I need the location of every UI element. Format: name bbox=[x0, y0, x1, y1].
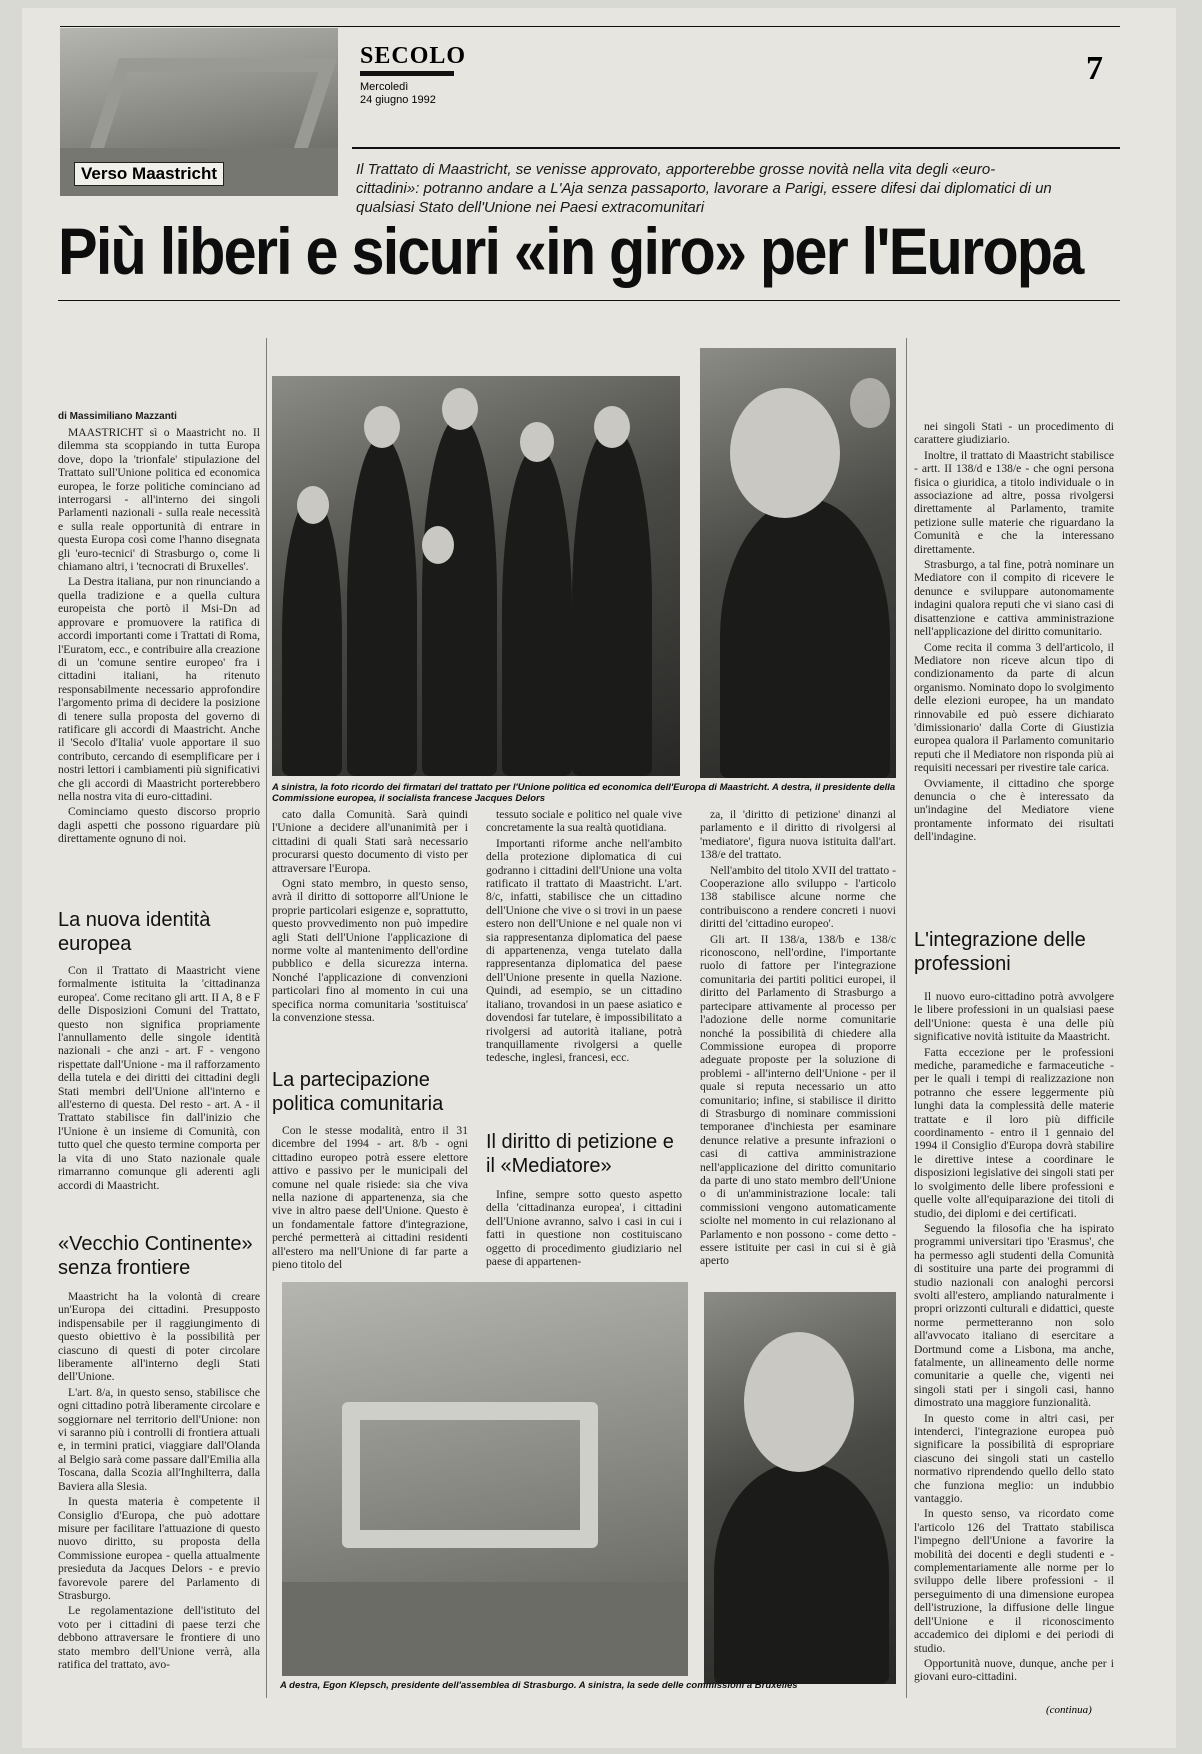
paragraph: In questo senso, va ricordato come l'articolo 126 del Trattato stabilisca l'impegno dell'Unione a favorire la mobilità dei docenti e degli studenti e - complementariamente alle norme per lo sviluppo delle libere professioni - il perseguimento di una dimensione europea dell'istruzione, la diffusione delle lingue dell'Unione e il riconoscimento accademico dei diplomi e dei periodi di studio. bbox=[914, 1507, 1114, 1655]
article-column-2 bbox=[272, 808, 468, 1027]
paragraph: Fatta eccezione per le professioni mediche, paramediche e farmaceutiche - per le quali i tempi di realizzazione non potranno che essere leggermente più lunghi data la complessità delle materie trattate e il loro più difficile coordinamento - entro il 1 gennaio del 1994 il Consiglio d'Europa dovrà stabilire le direttive intese a coordinare le disposizioni legislative dei singoli stati per lo svolgimento delle libere professioni e quelle volte all'equiparazione dei titoli di studio, dei diplomi e dei certificati. bbox=[914, 1045, 1114, 1220]
continued-marker: (continua) bbox=[1046, 1704, 1092, 1716]
paragraph: Come recita il comma 3 dell'articolo, il Mediatore non riceve alcun tipo di condizionamento da parte di alcun organismo. Nominato dopo lo svolgimento delle elezioni europee, ha un mandato rinnovabile ed può essere dichiarato 'dimissionario' dalla Corte di Giustizia europea qualora il Parlamento comunitario reputi che il Mediatore non risponda più ai requisiti necessari per rivestire tale carica. bbox=[914, 640, 1114, 775]
paragraph: Strasburgo, a tal fine, potrà nominare un Mediatore con il compito di ricevere le denunce e sviluppare autonomamente indagini qualora reputi che vi siano casi di disattenzione e cattiva amministrazione nell'applicazione del diritto comunitario. bbox=[914, 558, 1114, 639]
klepsch-portrait-photo bbox=[704, 1292, 896, 1684]
subhead-integrazione: L'integrazione delle professioni bbox=[914, 929, 1086, 975]
article-column-3 bbox=[486, 808, 682, 1067]
paragraph: Ogni stato membro, in questo senso, avrà il diritto di sottoporre all'Unione le proprie particolari esigenze e, soprattutto, questo provvedimento non può impedire agli Stati dell'Unione l'applicazione di norme volte al mantenimento dell'ordine pubblico e della sicurezza interna. Nonché l'applicazione di convenzioni particolari fino al momento in cui una specifica norma comunitaria 'sostituisca' la convenzione stessa. bbox=[272, 877, 468, 1025]
deck: Il Trattato di Maastricht, se venisse approvato, apporterebbe grosse novità nella vita degli «euro-cittadini»: potranno andare a L'Aja senza passaporto, lavorare a Parigi, essere difesi dai diplomatici di un qualsiasi Stato dell'Unione nei Paesi extracomunitari bbox=[356, 161, 1052, 216]
paragraph: Le regolamentazione dell'istituto del voto per i cittadini di paese terzi che debbono attraversare le frontiere di uno stato membro dell'Unione verrà, alla ratifica del trattato, avo- bbox=[58, 1604, 260, 1671]
masthead-bar bbox=[360, 71, 454, 76]
paragraph: za, il 'diritto di petizione' dinanzi al parlamento e il diritto di rivolgersi al 'mediatore', figura nuova istituita dall'art. 138/e del trattato. bbox=[700, 808, 896, 862]
deck-rule bbox=[352, 147, 1120, 149]
article-column-4 bbox=[700, 808, 896, 1276]
paragraph: Inoltre, il trattato di Maastricht stabilisce - artt. II 138/d e 138/e - che ogni persona fisica o giuridica, a titolo individuale o in associazione ad altre, possa rivolgersi direttamente al Parlamento, tramite petizione sulle materie che riguardano la Comunità e che la interessano direttamente. bbox=[914, 448, 1114, 556]
article-column-1 bbox=[58, 426, 260, 848]
column-rule bbox=[906, 338, 907, 1698]
paragraph: Opportunità nuove, dunque, anche per i giovani euro-cittadini. bbox=[914, 1656, 1114, 1684]
paragraph: Con le stesse modalità, entro il 31 dicembre del 1994 - art. 8/b - ogni cittadino europeo potrà essere elettore attivo e passivo per le municipali del comune nel quale risiede: sia che viva nella nazione di appartenenza, sia che vive in altro paese dell'Unione. Questo è un fondamentale fattore d'integrazione, perché permetterà ai cittadini residenti all'estero ma nell'Unione di far parte a pieno titolo del bbox=[272, 1124, 468, 1272]
article-column-5 bbox=[914, 420, 1114, 900]
top-photo-caption: A sinistra, la foto ricordo dei firmatari del trattato per l'Unione politica ed economica dell'Europa di Maastricht. A destra, il presidente della Commissione europea, il socialista francese Jacques Delors bbox=[272, 782, 896, 804]
headline: Più liberi e sicuri «in giro» per l'Europa bbox=[58, 214, 1083, 288]
article-column-5b bbox=[914, 990, 1114, 1698]
article-column-2b bbox=[272, 1124, 468, 1274]
paragraph: Con il Trattato di Maastricht viene formalmente istituita la 'cittadinanza europea'. Come recitano gli artt. II A, 8 e F delle Disposizioni Comuni del Trattato, questo non significa propriamente l'annullamento delle singole identità nazionali - che anzi - art. F - vengono rispettate dall'Unione - ma il rafforzamento della tutela e dei diritti dei cittadini degli Stati membri dell'Unione all'interno e all'esterno di questa. Del resto - art. A - il Trattato stabilisce fin dall'inizio che l'Unione è un insieme di Comunità, con tutto quel che questo termine comporta per la vita di uno Stato nazionale quale rimarranno comunque gli aderenti agli accordi di Maastricht. bbox=[58, 964, 260, 1192]
bottom-photo-caption: A destra, Egon Klepsch, presidente dell'assemblea di Strasburgo. A sinistra, la sede delle commissioni a Bruxelles bbox=[280, 1680, 798, 1691]
paragraph: Gli art. II 138/a, 138/b e 138/c riconoscono, nell'ordine, l'importante ruolo di fattore per l'integrazione comunitaria dei partiti politici europei, il diritto del Parlamento di Strasburgo a partecipare attivamente al processo per l'adozione delle norme comunitarie nonché la possibilità di chiedere alla Commissione europea di proporre adeguate proposte per la soluzione di problemi - all'interno dell'Unione - per il quale si reputa necessario un atto comunitario; infine, si stabilisce il diritto di Strasburgo di nominare commissioni temporanee d'inchiesta per esaminare denunce relative a presunte infrazioni o casi di cattiva amministrazione nell'applicazione del diritto comunitario da parte di uno stato membro dell'Unione o di un'amministrazione locale: tali commissioni vengono automaticamente sciolte nel momento in cui relazionano al Parlamento e non possono - come detto - essere istituite per casi in cui si è già aperto bbox=[700, 932, 896, 1268]
paragraph: Il nuovo euro-cittadino potrà avvolgere le libere professioni in un qualsiasi paese dell'Unione: questa è una delle più significative novità istituite da Maastricht. bbox=[914, 990, 1114, 1044]
intro-paragraph: MAASTRICHT sì o Maastricht no. Il dilemma sta scoppiando in tutta Europa dove, dopo la 'trionfale' stipulazione del Trattato sull'Unione politica ed economica europea, le forze politiche cominciano ad interrogarsi - all'interno dei singoli Parlamenti nazionali - sulla reale necessità e sulla reale opportunità di entrare in questa Europa così come l'hanno disegnata gli 'euro-tecnici' di Strasburgo o, come li chiamano altri, i 'tecnocrati di Bruxelles'. bbox=[58, 426, 260, 574]
subhead-diritto-petizione: Il diritto di petizione e il «Mediatore» bbox=[486, 1131, 674, 1177]
article-column-1b bbox=[58, 964, 260, 1194]
page-number: 7 bbox=[1086, 50, 1103, 87]
paragraph: In questa materia è competente il Consiglio d'Europa, che può adottare misure per facilitare l'attuazione di questo nuovo diritto, su proposta della Commissione europea - quella attualmente presieduta da Jacques Delors - e previo favorevole parere del Parlamento di Strasburgo. bbox=[58, 1495, 260, 1602]
paragraph: In questo come in altri casi, per intenderci, l'integrazione europea può significare la possibilità di espropriare ciascuno dei singoli stati un castello normativo riprendendo quello dello stato che funziona meglio: un indubbio vantaggio. bbox=[914, 1411, 1114, 1506]
subhead-partecipazione: La partecipazione politica comunitaria bbox=[272, 1069, 444, 1115]
subhead-vecchio-continente: «Vecchio Continente» senza frontiere bbox=[58, 1233, 253, 1279]
brussels-aerial-photo bbox=[282, 1282, 688, 1676]
paragraph: Infine, sempre sotto questo aspetto della 'cittadinanza europea', i cittadini dell'Unione avranno, salvo i casi in cui i fatti in questione non costituiscano oggetto di procedimento giudiziario nel paese di appartenen- bbox=[486, 1188, 682, 1269]
paragraph: cato dalla Comunità. Sarà quindi l'Unione a decidere all'unanimità per i cittadini di quali Stati sarà necessario procurarsi questo documento di visto per attraversare l'Europa. bbox=[272, 808, 468, 875]
article-column-3b bbox=[486, 1188, 682, 1276]
section-label: Verso Maastricht bbox=[74, 162, 224, 186]
paragraph: nei singoli Stati - un procedimento di carattere giudiziario. bbox=[914, 420, 1114, 447]
byline: di Massimiliano Mazzanti bbox=[58, 411, 177, 422]
paragraph: La Destra italiana, pur non rinunciando a quella tradizione e a quella cultura europeista che portò il Msi-Dn ad approvare e promuovere la ratifica di accordi importanti come i Trattati di Roma, l'Euratom, ecc., e contribuire alla creazione di un 'comune sentire europeo' fra i cittadini italiani, ha ritenuto responsabilmente necessario approfondire l'argomento prima di decidere la posizione di tenere sulla proposta del governo di ratificare gli accordi di Maastricht. Anche il 'Secolo d'Italia' vuole apportare il suo contributo, cercando di esemplificare per i nostri lettori i cambiamenti più significativi che gli accordi di Maastricht porterebbero nella nostra vita di euro-cittadini. bbox=[58, 575, 260, 803]
headline-rule bbox=[58, 300, 1120, 301]
issue-day: Mercoledì bbox=[360, 81, 409, 93]
top-rule bbox=[60, 26, 1120, 27]
delors-portrait-photo bbox=[700, 348, 896, 778]
column-rule bbox=[266, 338, 267, 1698]
issue-date: 24 giugno 1992 bbox=[360, 94, 436, 106]
paragraph: Cominciamo questo discorso proprio dagli aspetti che possono riguardare più direttamente ognuno di noi. bbox=[58, 805, 260, 846]
paragraph: Importanti riforme anche nell'ambito della protezione diplomatica di cui godranno i cittadini dell'Unione una volta ratificato il trattato di Maastricht. L'art. 8/c, infatti, stabilisce che un cittadino dell'Unione che vive o si trovi in un paese estero non dell'Unione e nel quale non vi sia rappresentanza diplomatica del paese di appartenenza, venga tutelato dalla rappresentanza diplomatica del paese dell'Unione presente in quella Nazione. Quindi, ad esempio, se un cittadino italiano, trovandosi in un paese asiatico e dovendosi far tutelare, è impossibilitato a rivolgersi ad autorità italiane, potrà tranquillamente rivolgersi a quelle tedesche, inglesi, francesi, ecc. bbox=[486, 836, 682, 1065]
article-column-1c bbox=[58, 1290, 260, 1710]
paragraph: tessuto sociale e politico nel quale vive concretamente la sua realtà quotidiana. bbox=[486, 808, 682, 835]
paragraph: L'art. 8/a, in questo senso, stabilisce che ogni cittadino potrà liberamente circolare e soggiornare nel territorio dell'Unione: non vi saranno più i controlli di frontiera attuali e, in termini pratici, viaggiare dall'Olanda al Belgio sarà come passare dall'Emilia alla Toscana, dalla Scozia all'Inghilterra, dalla Baviera alla Slesia. bbox=[58, 1385, 260, 1493]
subhead-nuova-identita: La nuova identità europea bbox=[58, 909, 211, 955]
paragraph: Nell'ambito del titolo XVII del trattato - Cooperazione allo sviluppo - l'articolo 138 stabilisce alcune norme che contribuiscono a rendere concreti i nuovi diritti del 'cittadino europeo'. bbox=[700, 863, 896, 931]
paragraph: Ovviamente, il cittadino che sporge denuncia o che è interessato da un'indagine del Mediatore viene prontamente informato dei risultati dell'indagine. bbox=[914, 776, 1114, 844]
paragraph: Maastricht ha la volontà di creare un'Europa dei cittadini. Presupposto indispensabile per il raggiungimento di questo obiettivo è la possibilità per ciascuno di questi di poter circolare liberamente all'interno degli Stati dell'Unione. bbox=[58, 1290, 260, 1384]
paper-name: SECOLO bbox=[360, 43, 467, 69]
signatories-group-photo bbox=[272, 376, 680, 776]
paragraph: Seguendo la filosofia che ha ispirato programmi universitari tipo 'Erasmus', che ha permesso agli studenti della Comunità di sostituire una parte dei programmi di studio nazionali con analoghi percorsi svolti all'estero, ampliando naturalmente i propri orizzonti culturali e didattici, queste norme permetteranno non solo all'avvocato italiano di esercitare a Dortmund come a Lisbona, ma anche, fatalmente, un allineamento delle norme comunitarie a quelle che, vigenti nei singoli stati per i singoli casi, hanno dimostrato una maggiore funzionalità. bbox=[914, 1221, 1114, 1410]
